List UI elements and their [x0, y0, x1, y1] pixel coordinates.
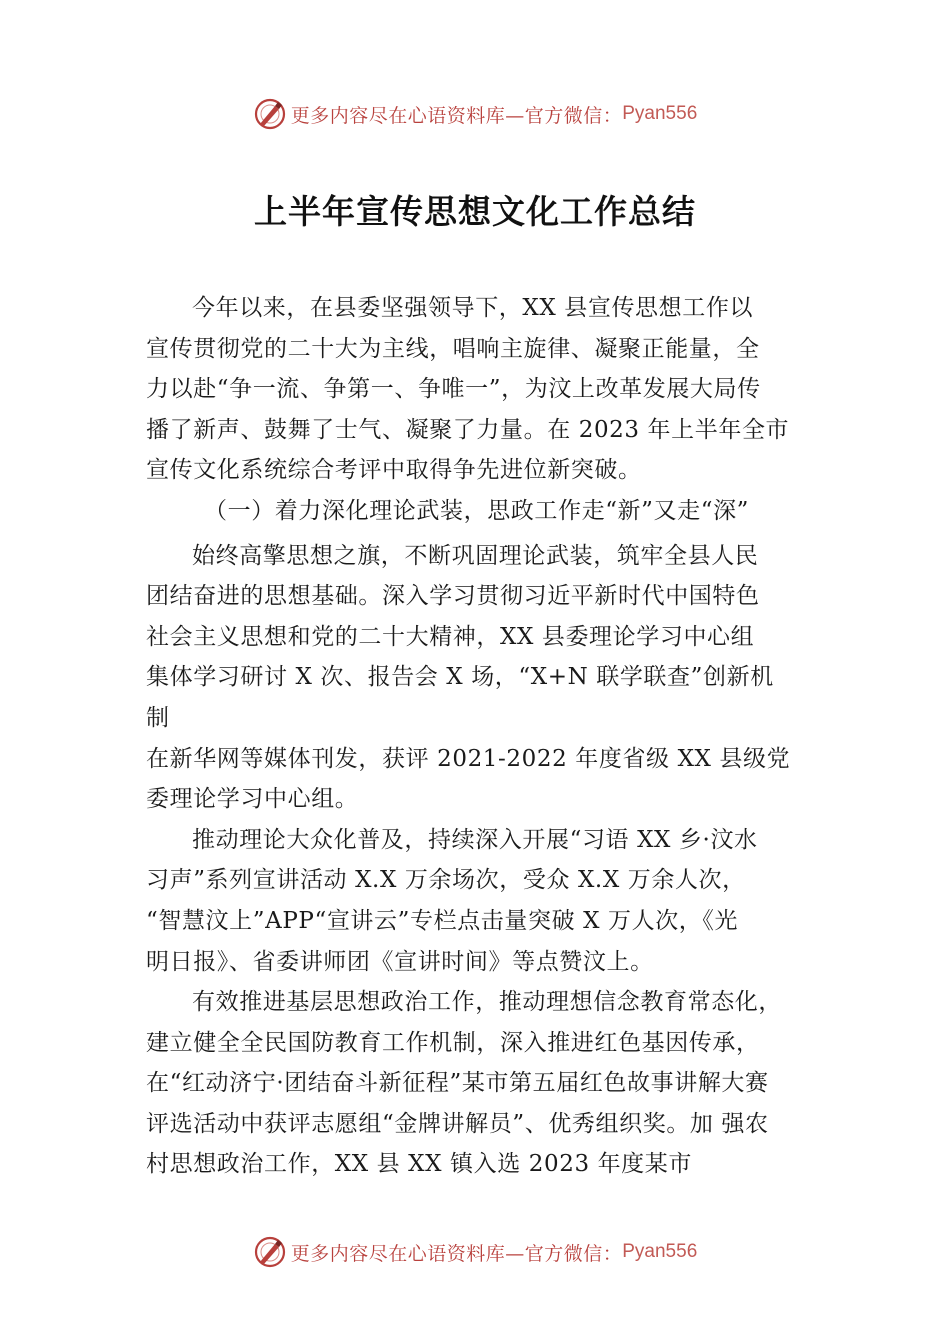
paragraph-line: 社会主义思想和党的二十大精神，XX 县委理论学习中心组 — [146, 623, 755, 650]
red-pen-circle-logo-icon — [253, 1235, 287, 1269]
paragraph-line: 始终高擎思想之旗，不断巩固理论武装，筑牢全县人民 — [192, 542, 759, 569]
paragraph-line: 集体学习研讨 X 次、报告会 X 场，“X+N 联学联查”创新机 — [146, 664, 774, 691]
paragraph-line: 在“红动济宁·团结奋斗新征程”某市第五届红色故事讲解大赛 — [146, 1070, 769, 1097]
paragraph-line: 推动理论大众化普及，持续深入开展“习语 XX 乡·汶水 — [192, 826, 758, 853]
watermark-text: 更多内容尽在心语资料库—官方微信： — [290, 1242, 623, 1265]
paragraph-line: 播了新声、鼓舞了士气、凝聚了力量。在 2023 年上半年全市 — [146, 416, 790, 443]
watermark-wechat-id: Pyan556 — [622, 103, 698, 124]
paragraph-line: 建立健全全民国防教育工作机制，深入推进红色基因传承， — [146, 1029, 760, 1056]
paragraph-line: 明日报》、省委讲师团《宣讲时间》等点赞汶上。 — [146, 948, 654, 975]
document-body — [146, 288, 836, 1185]
red-pen-circle-logo-icon — [253, 97, 287, 131]
paragraph-line: “智慧汶上”APP“宣讲云”专栏点击量突破 X 万人次，《光 — [146, 907, 739, 934]
watermark-banner-top — [0, 94, 950, 134]
section-heading: （一）着力深化理论武装，思政工作走“新”又走“深” — [204, 497, 750, 524]
watermark-text: 更多内容尽在心语资料库—官方微信： — [290, 104, 623, 127]
paragraph-line: 村思想政治工作，XX 县 XX 镇入选 2023 年度某市 — [146, 1151, 692, 1178]
paragraph-line: 力以赴“争一流、争第一、争唯一”，为汶上改革发展大局传 — [146, 376, 761, 403]
paragraph-line: 宣传贯彻党的二十大为主线，唱响主旋律、凝聚正能量，全 — [146, 335, 760, 362]
paragraph-line: 委理论学习中心组。 — [146, 786, 359, 813]
watermark-banner-bottom — [0, 1232, 950, 1272]
paragraph-line: 评选活动中获评志愿组“金牌讲解员”、优秀组织奖。加 强农 — [146, 1110, 769, 1137]
paragraph-line: 习声”系列宣讲活动 X.X 万余场次，受众 X.X 万余人次， — [146, 867, 746, 894]
paragraph-line: 今年以来，在县委坚强领导下，XX 县宣传思想工作以 — [192, 295, 754, 321]
paragraph-line: 在新华网等媒体刊发，获评 2021-2022 年度省级 XX 县级党 — [146, 745, 791, 772]
watermark-wechat-id: Pyan556 — [622, 1241, 698, 1262]
document-title: 上半年宣传思想文化工作总结 — [254, 192, 696, 231]
paragraph-line: 宣传文化系统综合考评中取得争先进位新突破。 — [146, 457, 642, 484]
paragraph-line: 有效推进基层思想政治工作，推动理想信念教育常态化， — [192, 989, 782, 1016]
paragraph-line: 团结奋进的思想基础。深入学习贯彻习近平新时代中国特色 — [146, 583, 760, 610]
paragraph-line: 制 — [146, 704, 170, 731]
